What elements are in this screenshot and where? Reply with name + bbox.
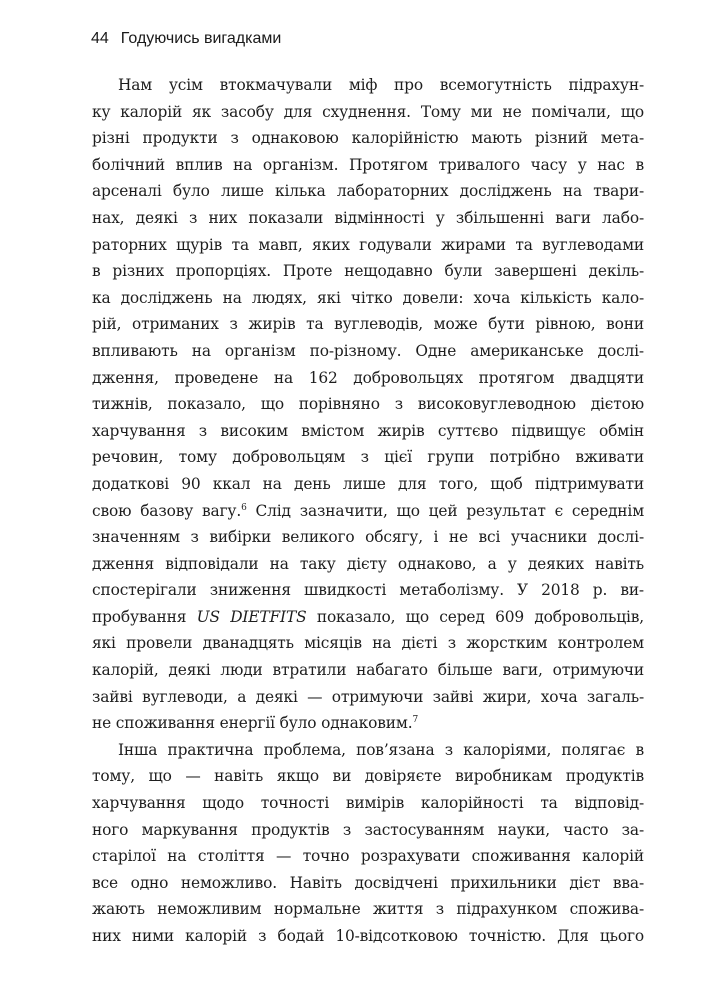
running-header: [91, 30, 281, 48]
text-line: додаткові 90 ккал на день лише для того, щоб підтримувати: [92, 474, 644, 493]
text-line: Інша практична проблема, пов’язана з калоріями, полягає в: [118, 740, 644, 759]
text-line: значенням з вибірки великого обсягу, і не всі учасники дослі-: [92, 528, 644, 547]
study-name: US DIETFITS: [196, 607, 307, 626]
text-line: калорій, деякі люди втратили набагато більше ваги, отримуючи: [92, 661, 644, 680]
book-title: Годуючись вигадками: [120, 30, 282, 47]
text-line: Нам усім втокмачували міф про всемогутність підрахун-: [118, 76, 644, 94]
text-line: які провели дванадцять місяців на дієті з жорстким контролем: [92, 634, 644, 653]
text-line: зайві вуглеводи, а деякі — отримуючи зайві жири, хоча загаль-: [92, 687, 644, 706]
text-segment: свою базову вагу.: [92, 501, 242, 520]
text-line: болічний вплив на організм. Протягом тривалого часу у нас в: [92, 155, 644, 174]
text-line: ка досліджень на людях, які чітко довели: хоча кількість кало-: [92, 288, 644, 307]
text-line: арсеналі було лише кілька лабораторних досліджень на твари-: [92, 182, 644, 201]
footnote-reference: 6: [241, 502, 247, 513]
text-line: все одно неможливо. Навіть досвідчені прихильники дієт вва-: [92, 873, 644, 892]
text-line: дження, проведене на 162 добровольцях протягом двадцяти: [92, 368, 644, 387]
text-line: харчування щодо точності вимірів калорійності та відповід-: [92, 794, 644, 813]
paragraph: [92, 737, 644, 950]
text-line: старілої на століття — точно розрахувати споживання калорій: [92, 847, 644, 866]
text-line: нах, деякі з них показали відмінності у збільшенні ваги лабо-: [92, 208, 644, 227]
text-line: тижнів, показало, що порівняно з високовуглеводною дієтою: [92, 395, 644, 414]
text-segment: пробування: [92, 607, 197, 626]
text-line: рій, отриманих з жирів та вуглеводів, може бути рівною, вони: [92, 315, 644, 334]
paragraph: [92, 72, 644, 737]
text-line: ку калорій як засобу для схуднення. Тому ми не помічали, що: [92, 102, 644, 121]
text-line: них ними калорій з бодай 10-відсотковою точністю. Для цього: [92, 927, 644, 945]
text-line: [92, 498, 644, 525]
text-line: дження відповідали на таку дієту однаково, а у деяких навіть: [92, 554, 644, 573]
text-segment: Слід зазначити, що цей результат є середнім: [246, 501, 645, 520]
footnote-reference: 7: [412, 715, 419, 726]
body-text: [92, 72, 644, 950]
text-line: спостерігали зниження швидкості метаболізму. У 2018 р. ви-: [92, 581, 644, 600]
text-line: речовин, тому добровольцям з цієї групи потрібно вживати: [92, 448, 644, 467]
text-line: різні продукти з однаковою калорійністю мають різний мета-: [92, 129, 644, 148]
text-line: впливають на організм по-різному. Одне американське дослі-: [92, 341, 644, 360]
text-line: жають неможливим нормальне життя з підрахунком спожива-: [92, 900, 644, 919]
page-number: 44: [91, 30, 109, 47]
text-line: раторних щурів та мавп, яких годували жирами та вуглеводами: [92, 235, 644, 254]
text-segment: не споживання енергії було однаковим.: [92, 714, 413, 733]
text-line: [92, 710, 644, 737]
text-line: харчування з високим вмістом жирів суттєво підвищує обмін: [92, 421, 644, 440]
text-line: [92, 604, 644, 631]
text-line: тому, що — навіть якщо ви довіряєте виробникам продуктів: [92, 767, 644, 786]
text-line: в різних пропорціях. Проте нещодавно були завершені декіль-: [92, 262, 644, 281]
text-segment: показало, що серед 609 добровольців,: [306, 607, 644, 626]
text-line: ного маркування продуктів з застосуванням науки, часто за-: [92, 820, 644, 839]
